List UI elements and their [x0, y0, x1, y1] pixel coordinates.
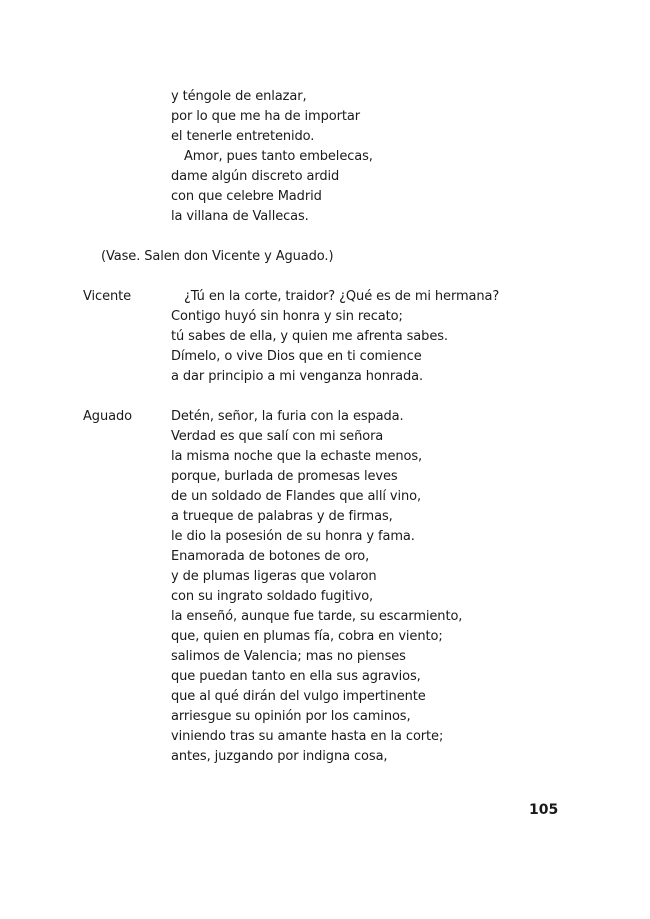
- verse-line: a dar principio a mi venganza honrada.: [171, 369, 424, 384]
- verse-line: Dímelo, o vive Dios que en ti comience: [171, 349, 422, 364]
- verse-line: con que celebre Madrid: [171, 189, 322, 204]
- verse-line: ¿Tú en la corte, traidor? ¿Qué es de mi hermana?: [184, 289, 500, 304]
- verse-line: a trueque de palabras y de firmas,: [171, 509, 393, 524]
- verse-line: la misma noche que la echaste menos,: [171, 449, 423, 464]
- verse-line: con su ingrato soldado fugitivo,: [171, 589, 374, 604]
- stage-direction: (Vase. Salen don Vicente y Aguado.): [101, 249, 334, 264]
- verse-line: Verdad es que salí con mi señora: [171, 429, 384, 444]
- verse-line: Amor, pues tanto embelecas,: [184, 149, 373, 164]
- verse-line: viniendo tras su amante hasta en la corte;: [171, 729, 444, 744]
- verse-line: que puedan tanto en ella sus agravios,: [171, 669, 421, 684]
- verse-line: Detén, señor, la furia con la espada.: [171, 409, 404, 424]
- speaker-name: Aguado: [83, 409, 132, 424]
- verse-line: arriesgue su opinión por los caminos,: [171, 709, 411, 724]
- speaker-name: Vicente: [83, 289, 131, 304]
- page-number: 105: [529, 802, 559, 818]
- verse-line: por lo que me ha de importar: [171, 109, 360, 124]
- verse-line: y de plumas ligeras que volaron: [171, 569, 377, 584]
- verse-line: tú sabes de ella, y quien me afrenta sabes.: [171, 329, 448, 344]
- verse-line: de un soldado de Flandes que allí vino,: [171, 489, 422, 504]
- verse-line: que, quien en plumas fía, cobra en viento;: [171, 629, 443, 644]
- verse-line: antes, juzgando por indigna cosa,: [171, 749, 388, 764]
- verse-line: la villana de Vallecas.: [171, 209, 309, 224]
- verse-line: Enamorada de botones de oro,: [171, 549, 370, 564]
- verse-line: que al qué dirán del vulgo impertinente: [171, 689, 426, 704]
- verse-line: porque, burlada de promesas leves: [171, 469, 398, 484]
- verse-line: el tenerle entretenido.: [171, 129, 315, 144]
- verse-line: la enseñó, aunque fue tarde, su escarmiento,: [171, 609, 463, 624]
- verse-line: salimos de Valencia; mas no pienses: [171, 649, 406, 664]
- verse-line: dame algún discreto ardid: [171, 169, 340, 184]
- verse-line: Contigo huyó sin honra y sin recato;: [171, 309, 403, 324]
- verse-line: y téngole de enlazar,: [171, 89, 307, 104]
- verse-line: le dio la posesión de su honra y fama.: [171, 529, 415, 544]
